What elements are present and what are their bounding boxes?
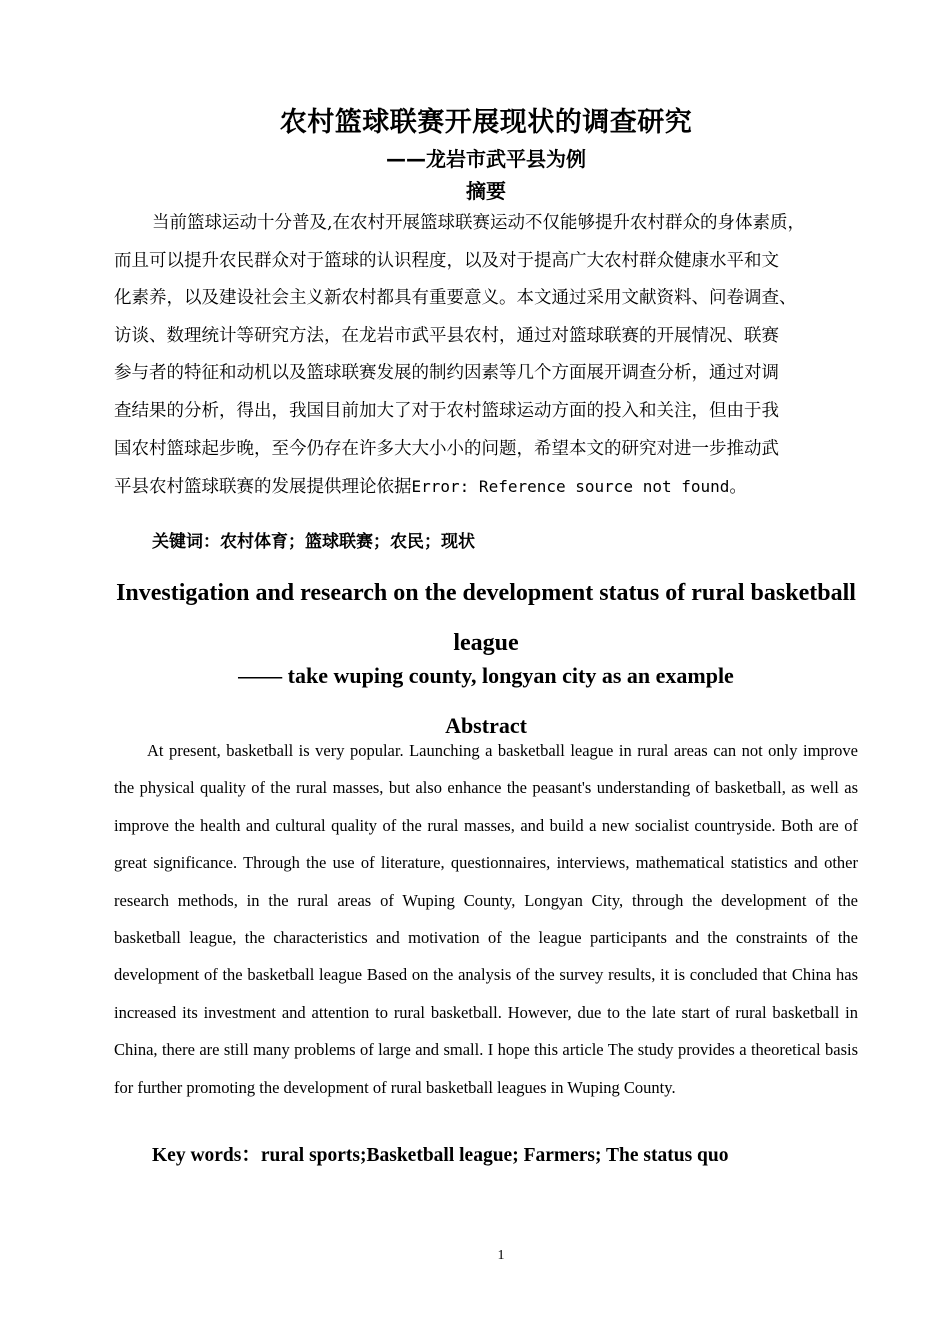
chinese-abstract-last-line <box>114 468 859 506</box>
reference-error-text: Error: Reference source not found <box>411 477 730 497</box>
chinese-abstract <box>114 205 859 506</box>
chinese-abstract-last-text: 平县农村篮球联赛的发展提供理论依据 <box>114 477 412 498</box>
english-title-line: league <box>453 630 519 656</box>
english-title-line: Investigation and research on the development status of rural basketball <box>116 580 856 606</box>
english-keywords: Key words：rural sports;Basketball league; Farmers; The status quo <box>152 1145 729 1166</box>
chinese-abstract-line: 参与者的特征和动机以及篮球联赛发展的制约因素等几个方面展开调查分析，通过对调 <box>114 363 779 384</box>
chinese-abstract-line: 化素养，以及建设社会主义新农村都具有重要意义。本文通过采用文献资料、问卷调查、 <box>114 288 797 309</box>
english-abstract: At present, basketball is very popular. Launching a basketball league in rural areas can not only improve the physical quality of the rural masses, but also enhance the peasant's understanding of basketball, as well as improve the health and cultural quality of the rural masses, and build a new socialist countryside. Both are of great significance. Through the use of literature, questionnaires, interviews, mathematical statistics and other research methods, in the rural areas of Wuping County, Longyan City, through the development of the basketball league, the characteristics and motivation of the league participants and the constraints of the development of the basketball league Based on the analysis of the survey results, it is concluded that China has increased its investment and attention to rural basketball. However, due to the late start of rural basketball in China, there are still many problems of large and small. I hope this article The study provides a theoretical basis for further promoting the development of rural basketball leagues in Wuping County. <box>114 741 858 1097</box>
english-title <box>0 568 950 668</box>
chinese-abstract-line: 查结果的分析，得出，我国目前加大了对于农村篮球运动方面的投入和关注，但由于我 <box>114 400 779 421</box>
chinese-abstract-line: 国农村篮球起步晚，至今仍存在许多大大小小的问题，希望本文的研究对进一步推动武 <box>114 438 779 459</box>
chinese-abstract-line: 访谈、数理统计等研究方法，在龙岩市武平县农村，通过对篮球联赛的开展情况、联赛 <box>114 325 779 346</box>
chinese-period: 。 <box>729 477 747 498</box>
chinese-abstract-heading: 摘要 <box>466 179 506 203</box>
english-subtitle: —— take wuping county, longyan city as an example <box>238 663 734 688</box>
page-number: 1 <box>497 1248 505 1263</box>
chinese-keywords: 关键词：农村体育；篮球联赛；农民；现状 <box>152 532 475 552</box>
chinese-subtitle: ——龙岩市武平县为例 <box>386 147 586 171</box>
chinese-title: 农村篮球联赛开展现状的调查研究 <box>279 107 693 138</box>
chinese-abstract-line: 而且可以提升农民群众对于篮球的认识程度，以及对于提高广大农村群众健康水平和文 <box>114 250 779 271</box>
chinese-abstract-line: 当前篮球运动十分普及,在农村开展篮球联赛运动不仅能够提升农村群众的身体素质， <box>152 213 806 233</box>
english-abstract-heading: Abstract <box>445 713 527 738</box>
